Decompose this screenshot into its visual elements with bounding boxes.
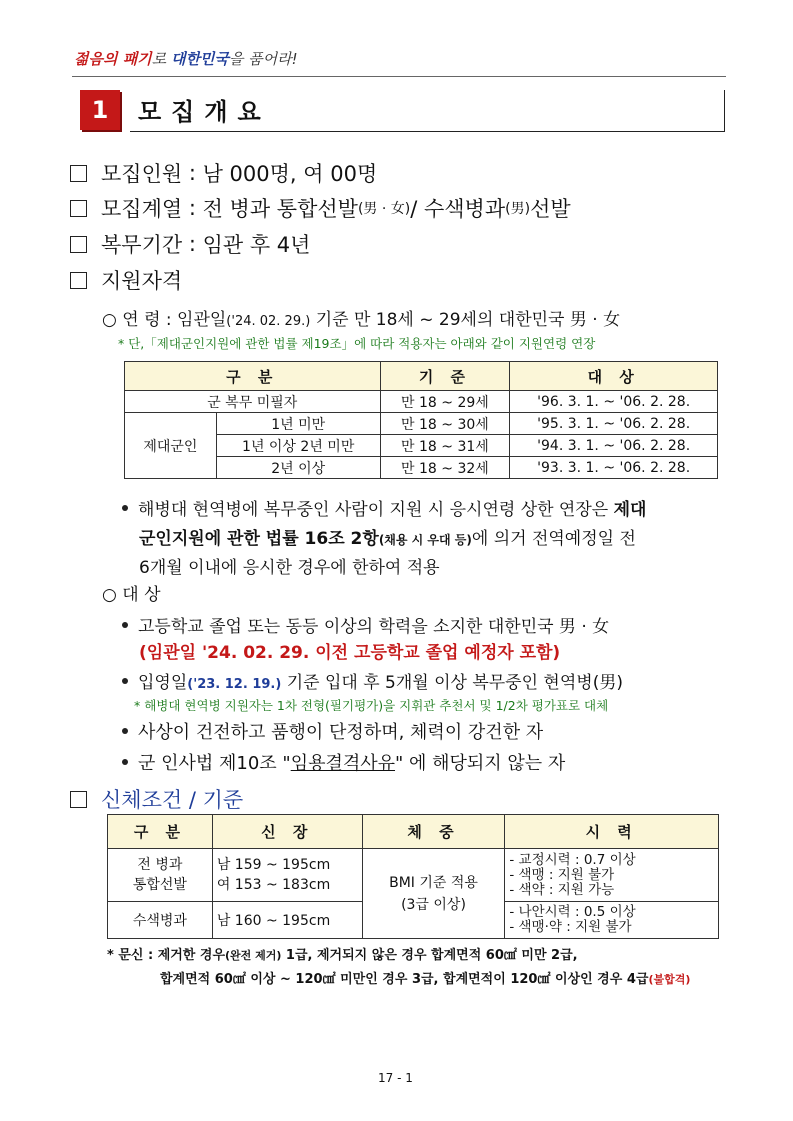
physical-line [70, 784, 243, 814]
age-text: 기준 만 18세 ~ 29세의 대한민국 男 · 女 [310, 310, 621, 330]
table-row [125, 391, 718, 413]
age-date: ('24. 02. 29.) [226, 314, 311, 329]
tattoo-note-line2 [160, 968, 690, 987]
physical-table-header: 신 장 [212, 815, 362, 849]
table-cell: 수색병과 [108, 902, 213, 939]
target-text: 기준 입대 후 5개월 이상 복무중인 현역병(男) [281, 673, 623, 693]
target-bullet4 [122, 749, 565, 775]
recruit-branch-paren-a: (男 · 女) [357, 201, 411, 217]
marine-note-paren: (채용 시 우대 등) [378, 533, 472, 547]
table-cell: 2년 이상 [216, 457, 380, 479]
age-note: * 단,「제대군인지원에 관한 법률 제19조」에 따라 적용자는 아래와 같이 지원연령 연장 [118, 336, 596, 351]
slogan-part1: 젊음의 패기 [74, 50, 152, 68]
table-cell [505, 902, 719, 939]
table-cell: '94. 3. 1. ~ '06. 2. 28. [510, 435, 718, 457]
physical-label: 신체조건 / 기준 [101, 788, 244, 812]
table-cell: 1년 미만 [216, 413, 380, 435]
marine-note-line2 [139, 524, 636, 549]
table-row [125, 413, 718, 435]
recruit-branch-value-b: / 수색병과 [410, 197, 506, 221]
checkbox-square-icon [70, 791, 87, 808]
sight-item: - 색약 : 지원 가능 [509, 881, 615, 898]
table-cell: '93. 3. 1. ~ '06. 2. 28. [510, 457, 718, 479]
target-bullet1 [122, 612, 609, 637]
service-period-line: 복무기간 : 임관 후 4년 [70, 229, 310, 259]
title-right-line [724, 90, 725, 131]
target-bullet3 [122, 718, 543, 744]
slogan-part2: 로 [151, 50, 171, 68]
physical-table-header: 체 중 [362, 815, 505, 849]
slogan-part4: 을 품어라! [228, 50, 298, 68]
header-rule [72, 76, 726, 77]
section-number-badge: 1 [80, 90, 120, 130]
page-number: 17 - 1 [378, 1071, 413, 1085]
checkbox-square-icon [70, 165, 87, 182]
checkbox-square-icon [70, 272, 87, 289]
slogan [74, 48, 298, 69]
tattoo-text: 합계면적 60㎠ 이상 ~ 120㎠ 미만인 경우 3급, 합계면적이 120㎠ 이상인 경우 4급 [160, 972, 649, 987]
row1-label-a: 전 병과 [137, 857, 183, 873]
checkbox-square-icon [70, 200, 87, 217]
table-cell: 만 18 ~ 32세 [380, 457, 510, 479]
target-text: 입영일 [138, 673, 188, 693]
tattoo-paren: (완전 제거) [225, 949, 282, 962]
service-period-value: 임관 후 4년 [202, 233, 311, 257]
table-cell: 만 18 ~ 31세 [380, 435, 510, 457]
physical-table-header: 구 분 [108, 815, 213, 849]
recruit-branch-value-a: 전 병과 통합선발 [202, 197, 358, 221]
row1-height-a: 남 159 ~ 195cm [216, 857, 331, 873]
age-table-header: 대 상 [510, 362, 718, 391]
sight-item: - 색맹 : 지원 불가 [509, 866, 615, 883]
tattoo-text: 1급, 제거되지 않은 경우 합계면적 60㎠ 미만 2급, [281, 948, 578, 963]
marine-note-bold: 제대 [613, 500, 647, 520]
target-bullet2-note: * 해병대 현역병 지원자는 1차 전형(필기평가)을 지휘관 추천서 및 1/2차 평가표로 대체 [134, 698, 609, 713]
recruit-count-value: 남 000명, 여 00명 [202, 162, 378, 186]
marine-note-text: 해병대 현역병에 복무중인 사람이 지원 시 응시연령 상한 연장은 [138, 500, 614, 520]
marine-note-bold: 군인지원에 관한 법률 16조 2항 [139, 529, 379, 549]
age-table [124, 361, 718, 479]
row1-label-b: 통합선발 [132, 877, 187, 893]
target-text: 사상이 건전하고 품행이 단정하며, 체력이 강건한 자 [138, 722, 544, 743]
tattoo-text: * 문신 : 제거한 경우 [107, 948, 226, 963]
sight-item: - 색맹·약 : 지원 불가 [509, 919, 632, 935]
age-label: ○ 연 령 : 임관일 [102, 310, 227, 330]
table-cell: 만 18 ~ 30세 [380, 413, 510, 435]
weight-b: (3급 이상) [401, 896, 466, 913]
target-text: 고등학교 졸업 또는 동등 이상의 학력을 소지한 대한민국 男 · 女 [138, 617, 610, 637]
age-table-header: 구 분 [125, 362, 381, 391]
table-cell: '96. 3. 1. ~ '06. 2. 28. [510, 391, 718, 413]
checkbox-square-icon [70, 236, 87, 253]
marine-note-text: 에 의거 전역예정일 전 [471, 529, 636, 549]
bullet-icon [122, 622, 128, 628]
table-cell [362, 849, 505, 939]
age-line [102, 305, 620, 330]
table-cell [108, 849, 213, 902]
recruit-branch-value-c: 선발 [530, 197, 571, 221]
eligibility-line [70, 265, 182, 295]
target-bullet1-note: (임관일 '24. 02. 29. 이전 고등학교 졸업 예정자 포함) [139, 643, 561, 663]
eligibility-label: 지원자격 [101, 269, 183, 293]
target-date: ('23. 12. 19.) [187, 677, 282, 692]
marine-note-line1 [122, 495, 646, 520]
recruit-branch-label: 모집계열 [101, 197, 183, 221]
sight-item: - 나안시력 : 0.5 이상 [509, 904, 636, 920]
weight-a: BMI 기준 적용 [389, 874, 478, 891]
bullet-icon [122, 678, 128, 684]
section-title: 모집개요 [138, 98, 271, 126]
slogan-part3: 대한민국 [170, 50, 229, 68]
table-cell: 만 18 ~ 29세 [380, 391, 510, 413]
age-table-header: 기 준 [380, 362, 510, 391]
table-cell: 군 복무 미필자 [125, 391, 381, 413]
recruit-count-label: 모집인원 [101, 162, 183, 186]
physical-table-header: 시 력 [505, 815, 719, 849]
row1-height-b: 여 153 ~ 183cm [216, 877, 331, 893]
recruit-branch-line: 모집계열 : 전 병과 통합선발 (男 · 女) / 수색병과 (男) 선발 [70, 193, 571, 223]
target-text: 군 인사법 제10조 " [138, 753, 291, 774]
bullet-icon [122, 759, 128, 765]
service-period-label: 복무기간 [101, 233, 183, 257]
tattoo-note-line1 [107, 944, 578, 963]
recruit-branch-paren-b: (男) [505, 201, 531, 217]
sight-item: - 교정시력 : 0.7 이상 [509, 851, 636, 868]
tattoo-fail: (불합격) [648, 973, 691, 986]
target-bullet2 [122, 668, 623, 693]
table-cell: 제대군인 [125, 413, 217, 479]
table-cell: 1년 이상 2년 미만 [216, 435, 380, 457]
table-cell: '95. 3. 1. ~ '06. 2. 28. [510, 413, 718, 435]
table-cell: 남 160 ~ 195cm [212, 902, 362, 939]
table-cell [212, 849, 362, 902]
table-cell [505, 849, 719, 902]
target-label: ○ 대 상 [102, 585, 161, 605]
bullet-icon [122, 728, 128, 734]
target-underlined: 임용결격사유 [290, 753, 396, 774]
target-text: " 에 해당되지 않는 자 [395, 753, 566, 774]
bullet-icon [122, 505, 128, 511]
marine-note-line3: 6개월 이내에 응시한 경우에 한하여 적용 [139, 558, 440, 578]
title-underline [130, 131, 725, 132]
recruit-count-line: 모집인원 : 남 000명, 여 00명 [70, 158, 377, 188]
table-row [108, 849, 719, 902]
physical-table [107, 814, 719, 939]
